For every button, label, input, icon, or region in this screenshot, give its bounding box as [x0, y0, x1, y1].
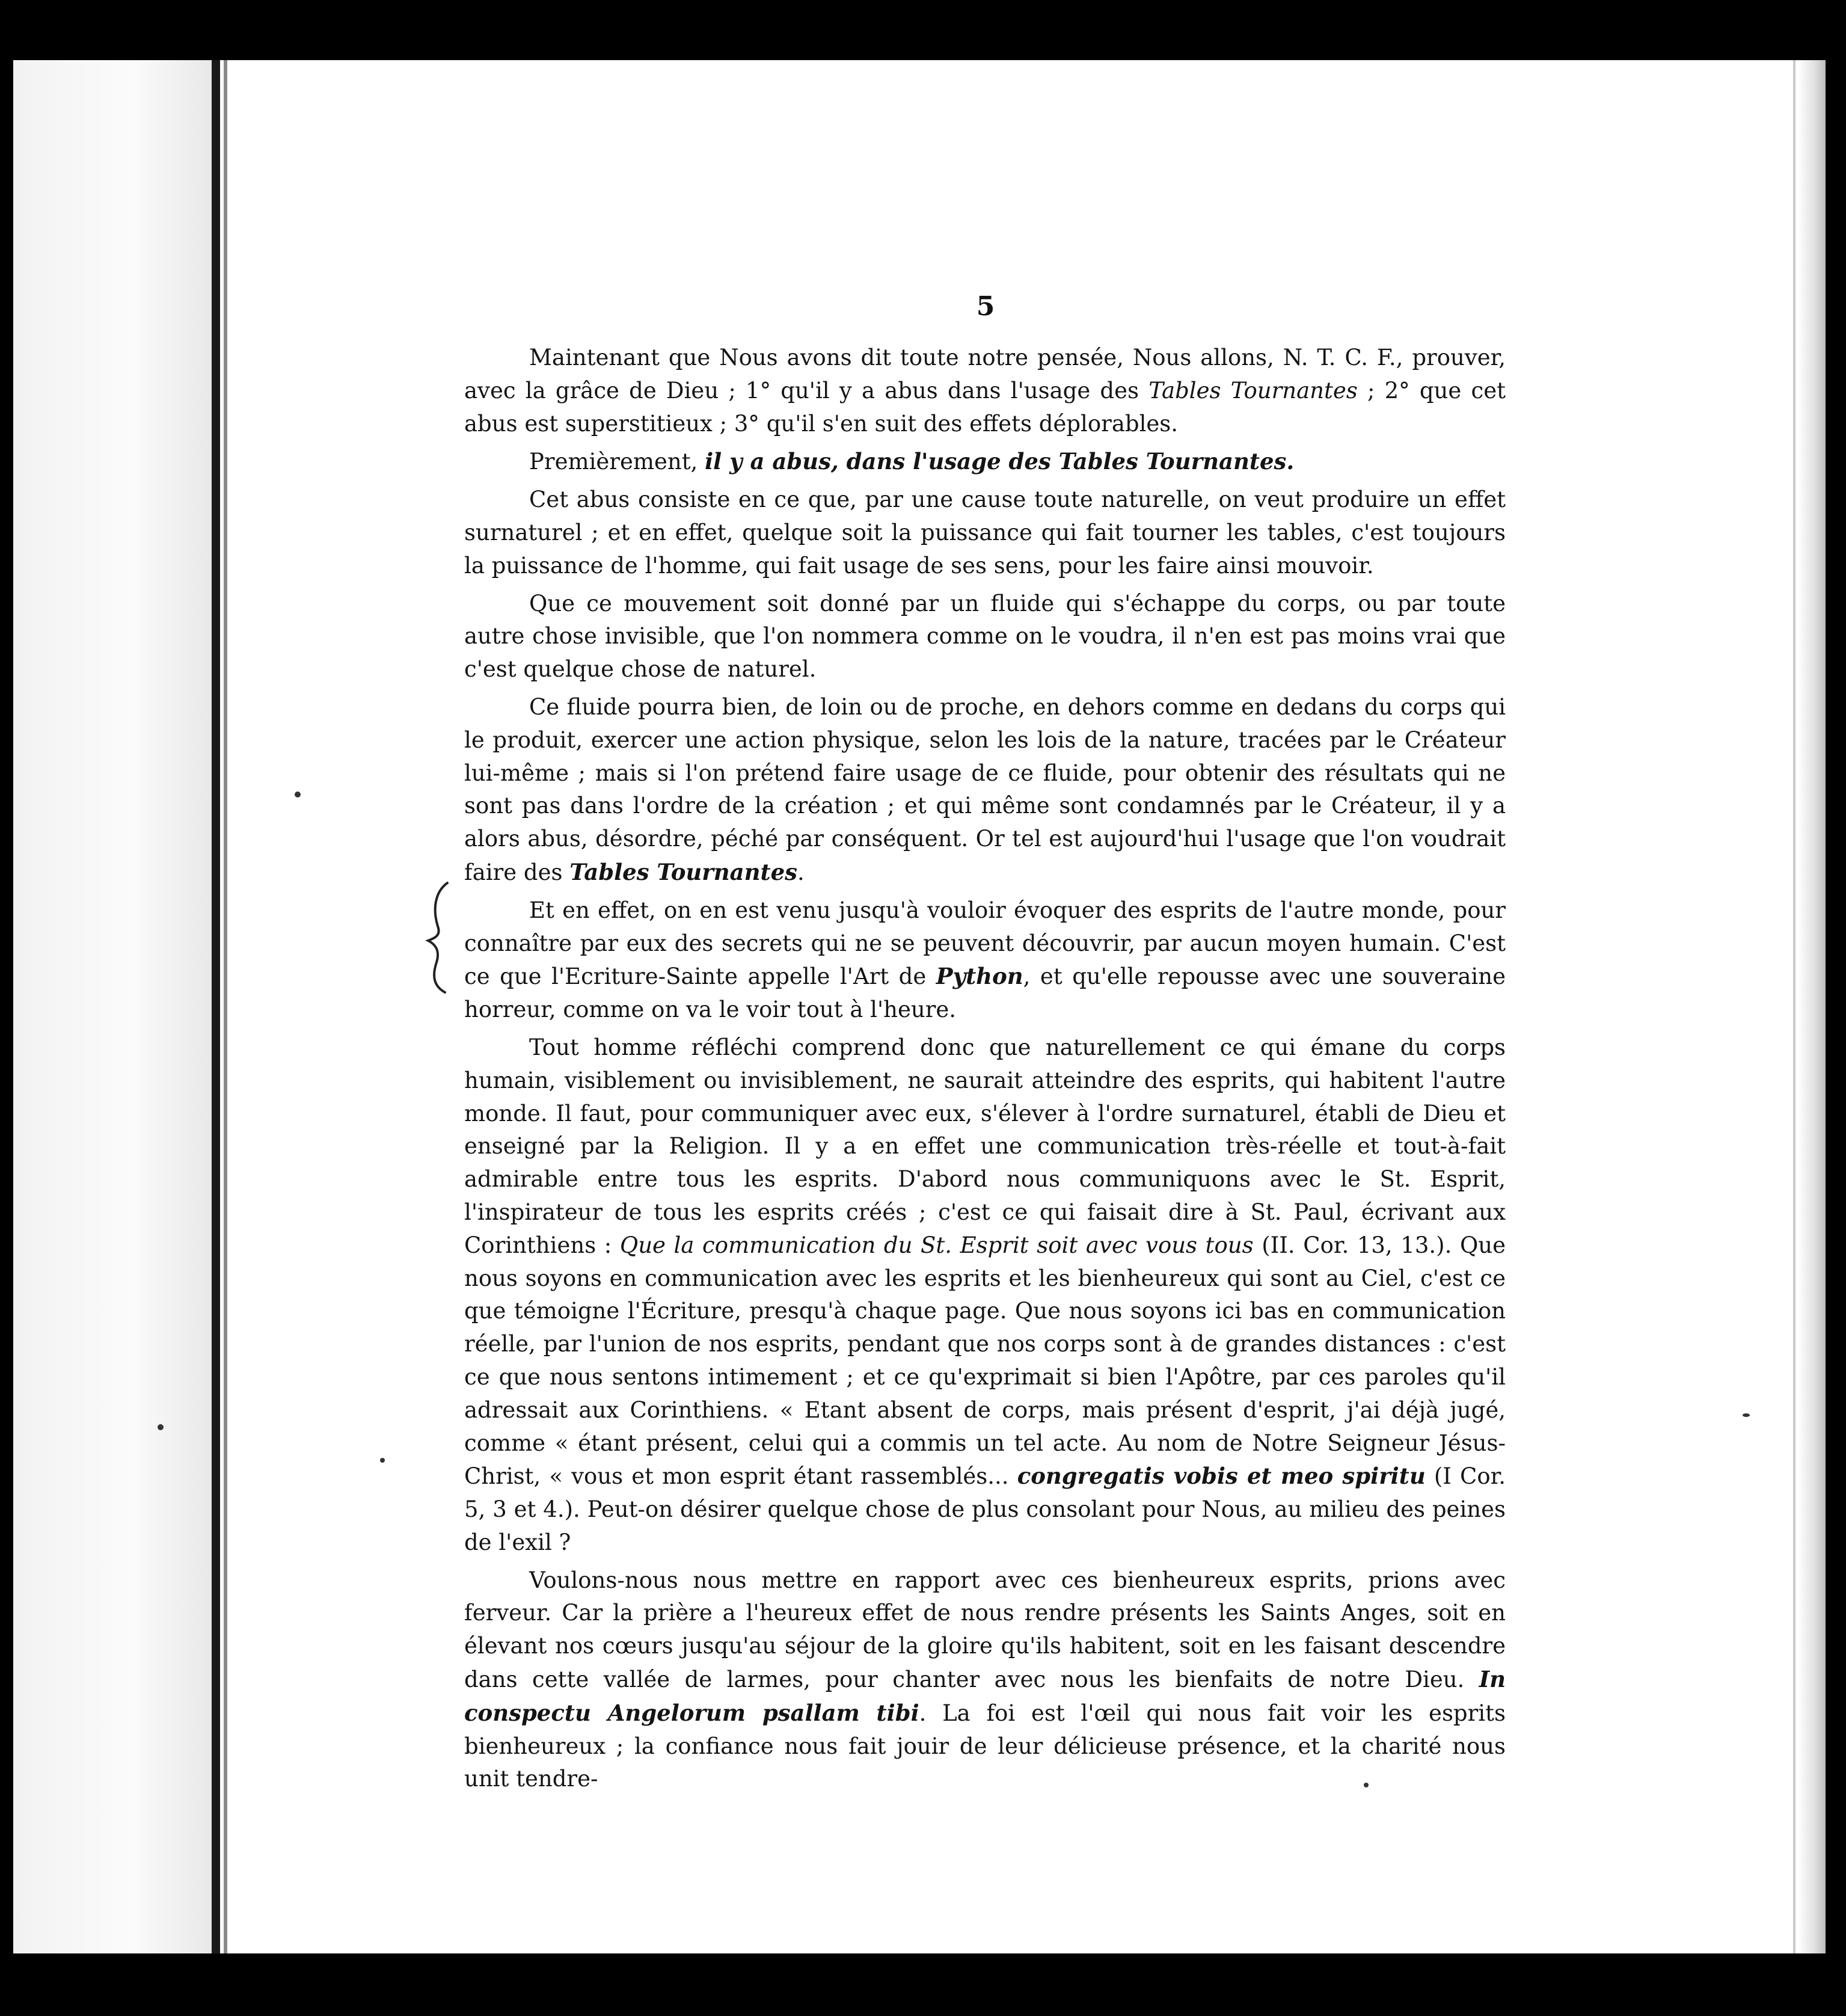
scan-border-left [0, 0, 13, 2016]
text-run: (II. Cor. 13, 13.). Que nous soyons en communication avec les esprits et les bienheureux qui sont au Ciel, c'est ce que témoigne l'Écriture, presqu'à chaque page. Que nous soyons ici bas en communication réelle, par l'union de nos esprits, pendant que nos corps sont à de grandes distances : c'est ce que nous sentons intimement ; et ce qu'exprimait si bien l'Apôtre, par ces paroles qu'il adressait aux Corinthiens. « Etant absent de corps, mais présent d'esprit, j'ai déjà jugé, comme « étant présent, celui qui a commis un tel acte. Au nom de Notre Seigneur Jésus-Christ, « vous et mon esprit étant rassemblés... [464, 1232, 1506, 1490]
paragraph [464, 1564, 1506, 1796]
paragraph [464, 691, 1506, 890]
emphasis-run: Python [936, 963, 1023, 990]
text-run: Maintenant que Nous avons dit toute notre pensée, Nous allons, N. T. C. F., prouver, avec la grâce de Dieu ; 1° qu'il y a abus dans l'usage des [464, 345, 1506, 404]
page-number: 5 [976, 291, 995, 322]
text-run: Que ce mouvement soit donné par un fluide qui s'échappe du corps, ou par toute autre chose invisible, que l'on nommera comme on le voudra, il n'en est pas moins vrai que c'est quelque chose de naturel. [464, 590, 1506, 683]
book-gutter-shadow [224, 60, 227, 1953]
text-run: Premièrement, [529, 449, 705, 475]
page-edge-right [1798, 60, 1826, 1953]
text-run: ; 2° que cet abus est superstitieux ; 3° qu'il s'en suit des effets déplorables. [464, 377, 1506, 437]
paragraph [464, 342, 1506, 440]
paragraph [464, 1031, 1506, 1560]
scan-border-right [1826, 0, 1846, 2016]
paragraph [464, 445, 1506, 479]
page-edge-line [1793, 60, 1795, 1953]
scan-border-bottom [0, 1953, 1846, 2016]
text-run: , et qu'elle repousse avec une souveraine horreur, comme on va le voir tout à l'heure. [464, 963, 1506, 1023]
text-run: Ce fluide pourra bien, de loin ou de proche, en dehors comme en dedans du corps qui le produit, exercer une action physique, selon les lois de la nature, tracées par le Créateur lui-même ; mais si l'on prétend faire usage de ce fluide, pour obtenir des résultats qui ne sont pas dans l'ordre de la création ; et qui même sont condamnés par le Créateur, il y a alors abus, désordre, péché par conséquent. Or tel est aujourd'hui l'usage que l'on voudrait faire des [464, 693, 1506, 885]
paragraph [464, 894, 1506, 1027]
emphasis-run: Tables Tournantes [1148, 377, 1358, 404]
text-run: Tout homme réfléchi comprend donc que naturellement ce qui émane du corps humain, visiblement ou invisiblement, ne saurait atteindre des esprits, qui habitent l'autre monde. Il faut, pour communiquer avec eux, s'élever à l'ordre surnaturel, établi de Dieu et enseigné par la Religion. Il y a en effet une communication très-réelle et tout-à-fait admirable entre tous les esprits. D'abord nous communiquons avec le St. Esprit, l'inspirateur de tous les esprits créés ; c'est ce qui faisait dire à St. Paul, écrivant aux Corinthiens : [464, 1034, 1506, 1258]
paragraph [464, 484, 1506, 582]
scan-speck [295, 791, 301, 797]
handwritten-margin-bracket [423, 880, 455, 995]
text-run: Voulons-nous nous mettre en rapport avec ces bienheureux esprits, prions avec ferveur. Car la prière a l'heureux effet de nous rendre présents les Saints Anges, soit en élevant nos cœurs jusqu'au séjour de la gloire qu'ils habitent, soit en les faisant descendre dans cette vallée de larmes, pour chanter avec nous les bienfaits de notre Dieu. [464, 1567, 1506, 1693]
scan-speck [158, 1424, 164, 1430]
emphasis-run: In conspectu Angelorum psallam tibi [464, 1666, 1506, 1726]
text-run: Et en effet, on en est venu jusqu'à vouloir évoquer des esprits de l'autre monde, pour connaître par eux des secrets qui ne se peuvent découvrir, par aucun moyen humain. C'est ce que l'Ecriture-Sainte appelle l'Art de [464, 897, 1506, 990]
text-run: . La foi est l'œil qui nous fait voir les esprits bienheureux ; la confiance nous fait jouir de leur délicieuse présence, et la charité nous unit tendre- [464, 1700, 1506, 1792]
emphasis-run: congregatis vobis et meo spiritu [1017, 1463, 1426, 1490]
emphasis-run: Tables Tournantes [569, 858, 798, 885]
emphasis-run: il y a abus, dans l'usage des Tables Tournantes. [705, 448, 1295, 475]
paragraph [464, 588, 1506, 686]
facing-page-edge [13, 60, 212, 1953]
text-run: Cet abus consiste en ce que, par une cause toute naturelle, on veut produire un effet surnaturel ; et en effet, quelque soit la puissance qui fait tourner les tables, c'est toujours la puissance de l'homme, qui fait usage de ses sens, pour les faire ainsi mouvoir. [464, 487, 1506, 579]
scan-border-top [0, 0, 1846, 60]
body-text [464, 342, 1506, 1796]
emphasis-run: Que la communication du St. Esprit soit avec vous tous [619, 1232, 1254, 1258]
text-run: . [797, 859, 805, 885]
book-gutter [212, 60, 220, 1953]
scan-speck [380, 1458, 385, 1463]
scan-speck [1743, 1413, 1750, 1417]
text-run: (I Cor. 5, 3 et 4.). Peut-on désirer quelque chose de plus consolant pour Nous, au milieu des peines de l'exil ? [464, 1463, 1506, 1555]
